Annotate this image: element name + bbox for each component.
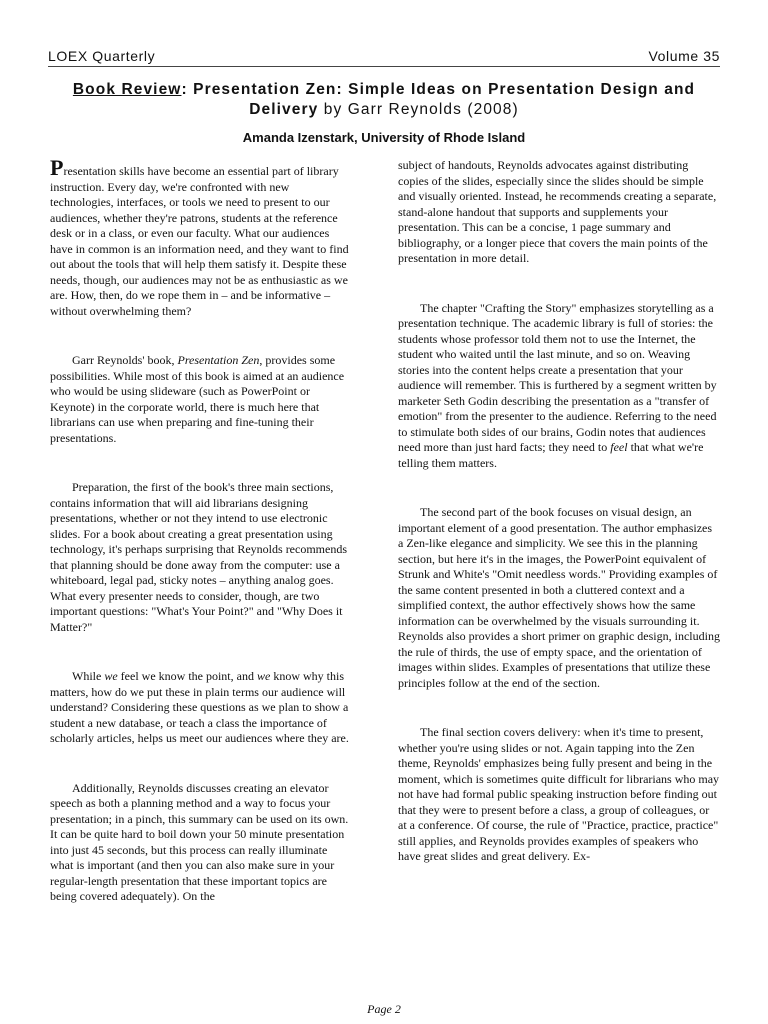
paragraph: Additionally, Reynolds discusses creating an elevator speech as both a planning method and a way to focus your presentation; in a pinch, this summary can be used on its own. It can be quite hard to boil down your 50 minute presentation into just 45 seconds, but this process can really illuminate what is important (and then you can also make sure in your regular-length presentation that these important topics are being covered adequately). On the xyxy=(50,780,349,903)
paragraph-text: feel we know the point, and xyxy=(117,669,257,683)
article-title xyxy=(48,80,720,120)
paragraph-text: The chapter "Crafting the Story" emphasizes storytelling as a presentation technique. The academic library is full of stories: the students whose professor told them not to use the Internet, the student who waited until the last minute, and so on. Weaving stories into the content helps create a presentation that your audience will remember. This is furthered by a segment written by marketer Seth Godin describing the presentation as a "transfer of emotion" from the presenter to the audience. Referring to the need to stimulate both sides of our brains, Godin notes that audiences need more than just hard facts; they need to xyxy=(398,300,717,454)
book-title: Presentation Zen: Simple Ideas on Presentation Design and Delivery xyxy=(187,81,696,118)
review-author: Amanda Izenstark, University of Rhode Island xyxy=(242,130,526,145)
paragraph-text: While xyxy=(72,669,105,683)
running-header xyxy=(48,48,720,67)
book-year: (2008) xyxy=(467,101,519,118)
emphasis: we xyxy=(104,669,118,683)
drop-cap: P xyxy=(50,155,64,180)
book-author: by Garr Reynolds xyxy=(318,101,468,118)
paragraph: The second part of the book focuses on visual design, an important element of a good presentation. The author emphasizes a Zen-like elegance and simplicity. We see this in the planning section, but here it's in the images, the PowerPoint equivalent of Strunk and White's "Omit needless words." Providing examples of the same content presented in both a cluttered context and a simplified context, the author effectively shows how the same information can be overwhelmed by the visuals surrounding it. Reynolds also provides a short primer on graphic design, including the rule of thirds, the use of empty space, and the orientation of images within slides. Examples of presentations that utilize these principles follow at the end of the section. xyxy=(398,505,720,690)
section-label: Book Review xyxy=(72,81,182,98)
paragraph-text: know why this matters, how do we put these in plain terms our audience will understand? Considering these questions as we plan to show a student a new database, or teach a class the importance of scholarly articles, helps us meet our audiences where they are. xyxy=(50,669,349,745)
paragraph-text: , provides some possibilities. While most of this book is aimed at an audience who would be using slideware (such as PowerPoint or Keynote) in the corporate world, there is much here that librarians can use when preparing and fine-tuning their presentations. xyxy=(50,353,345,445)
page-number: Page 2 xyxy=(367,1002,401,1016)
emphasis: feel xyxy=(610,440,628,454)
left-column xyxy=(50,155,350,939)
paragraph xyxy=(50,669,350,747)
paragraph xyxy=(398,301,720,472)
paragraph: Preparation, the first of the book's three main sections, contains information that will aid librarians designing presentations, whether or not they intend to use electronic slides. For a book about creating a great presentation using technology, it's perhaps surprising that Reynolds recommends that planning should be done away from the computer: use a whiteboard, legal pad, sticky notes – anything analog goes. What every presenter needs to consider, though, are two important questions: "What's Your Point?" and "Why Does it Matter?" xyxy=(50,480,347,634)
paragraph: The final section covers delivery: when it's time to present, whether you're using slides or not. Again tapping into the Zen theme, Reynolds' emphasizes being fully present and being in the moment, which is sometimes quite difficult for librarians who may not have had formal public speaking instruction before finding out that they were to present before a class, a group of colleagues, or at a conference. Of course, the rule of "Practice, practice, practice" still applies, and Reynolds provides examples of speakers who have great slides and great delivery. Ex- xyxy=(398,725,720,863)
volume-number: Volume 35 xyxy=(648,48,720,64)
emphasis: we xyxy=(256,669,271,683)
right-column xyxy=(398,158,720,899)
publication-name: LOEX Quarterly xyxy=(48,48,156,64)
title-colon: : xyxy=(181,81,188,98)
paragraph-text: that what we're telling them matters. xyxy=(398,440,704,470)
paragraph: subject of handouts, Reynolds advocates against distributing copies of the slides, especially since the slides should be simple and visually oriented. Instead, he recommends creating a separate, stand-alone handout that supports and supplements your presentation. This can be a concise, 1 page summary and bibliography, or a longer piece that covers the main points of the presentation in more detail. xyxy=(398,158,717,265)
paragraph xyxy=(50,353,350,446)
paragraph-text: resentation skills have become an essential part of library instruction. Every day, we're confronted with new technologies, interfaces, or tools we need to present to our audiences, whether they're patrons, students at the reference desk or in a class, or even our faculty. What our audiences have in common is an information need, and they want to find out about the tools that will help them satisfy it. Despite these needs, though, our audiences may not be as enthusiastic as we are. How, then, do we rope them in – and be informative – without overwhelming them? xyxy=(50,164,349,318)
paragraph xyxy=(50,155,350,319)
book-title-italic: Presentation Zen xyxy=(177,353,260,367)
paragraph-text: Garr Reynolds' book, xyxy=(72,353,178,367)
